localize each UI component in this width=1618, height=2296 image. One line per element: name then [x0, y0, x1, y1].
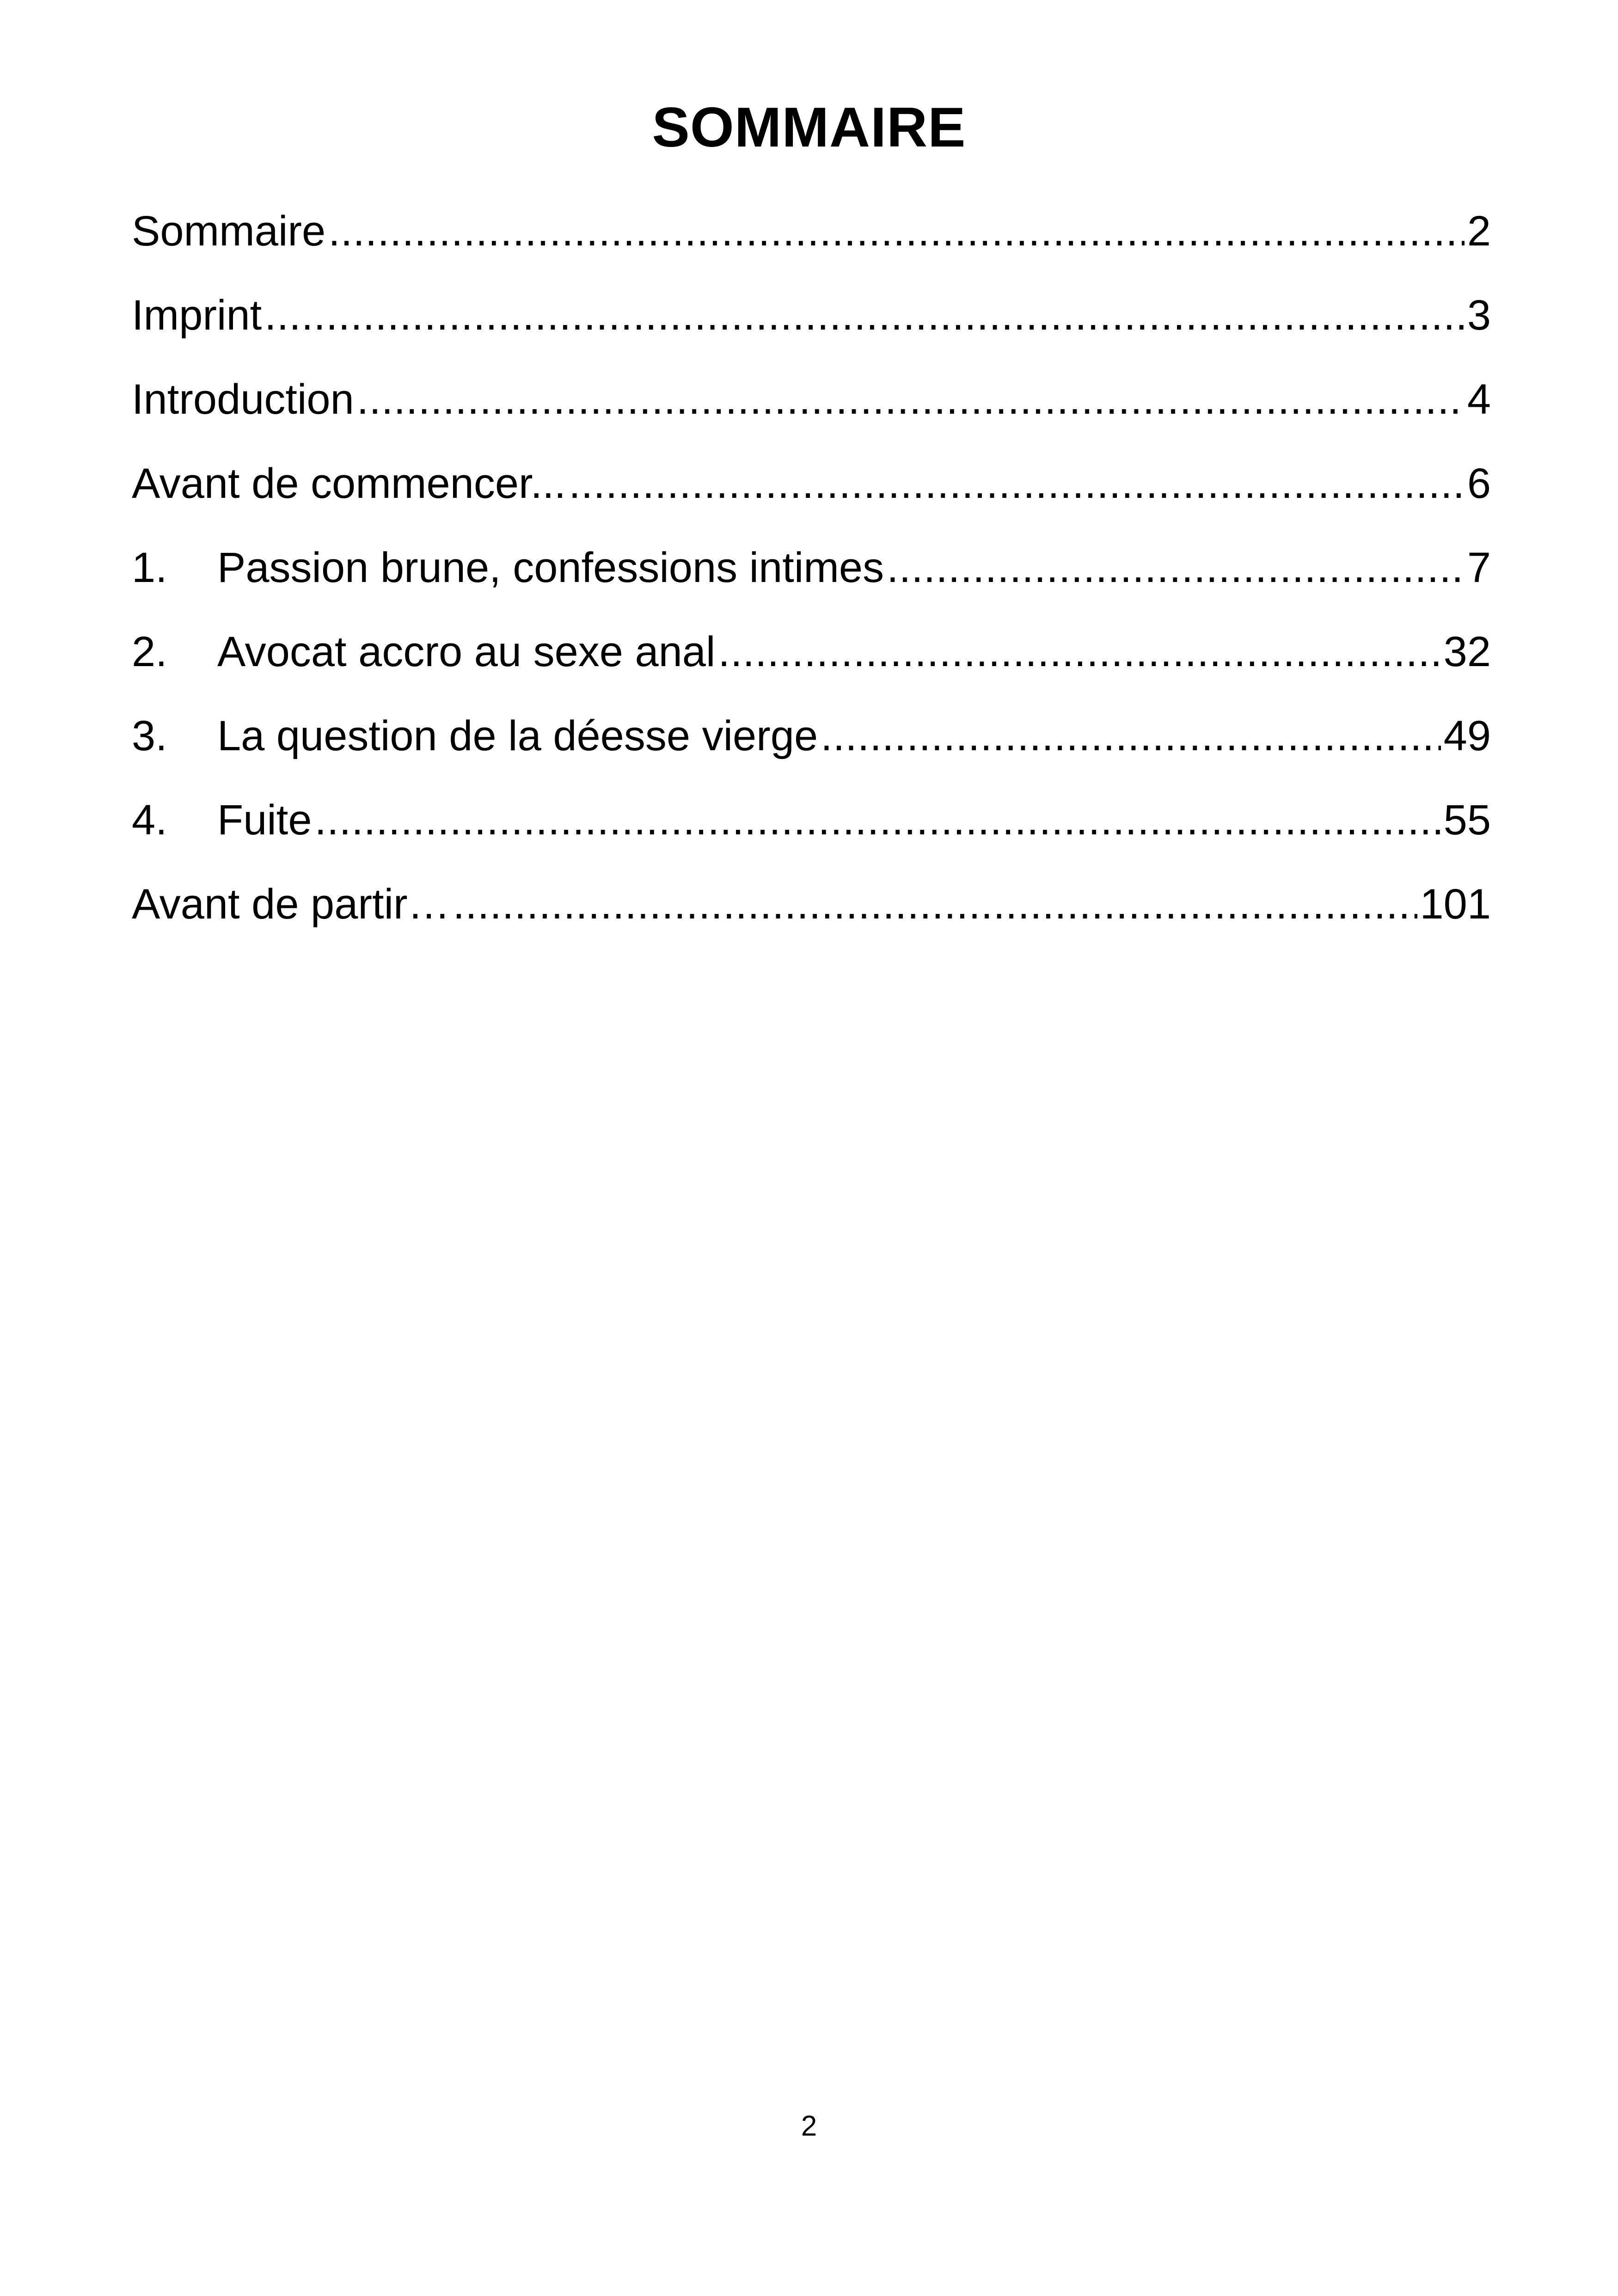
toc-entry-label: Avant de commencer...: [132, 447, 566, 520]
toc-entry-label: Avant de partir…: [132, 867, 450, 941]
toc-dot-leader: [718, 615, 1440, 689]
page-number: 2: [801, 2110, 817, 2142]
toc-entry-page: 101: [1420, 867, 1491, 941]
toc-entry-label: Fuite: [217, 783, 312, 857]
toc-entry-number: 1.: [132, 544, 167, 591]
toc-entry-page: 2: [1467, 194, 1491, 268]
toc-entry[interactable]: [132, 447, 1491, 531]
toc-entry-number: 4.: [132, 796, 167, 844]
toc-dot-leader: [453, 867, 1417, 941]
toc-dot-leader: [887, 531, 1465, 605]
toc-entry[interactable]: [132, 615, 1491, 699]
toc-entry[interactable]: [132, 783, 1491, 867]
page-title: SOMMAIRE: [652, 96, 966, 159]
toc-entry-page: 55: [1444, 783, 1491, 857]
toc-entry-label: Imprint: [132, 278, 262, 352]
toc-entry[interactable]: [132, 362, 1491, 447]
toc-entry-label: Introduction: [132, 362, 354, 436]
toc-entry-label: Passion brune, confessions intimes: [217, 531, 884, 605]
toc-entry[interactable]: [132, 867, 1491, 951]
toc-entry[interactable]: [132, 278, 1491, 362]
toc-entry-page: 6: [1467, 447, 1491, 520]
toc-entry-page: 32: [1444, 615, 1491, 689]
toc-entry-page: 4: [1467, 362, 1491, 436]
toc-entry-number: 2.: [132, 628, 167, 675]
toc-entry-page: 3: [1467, 278, 1491, 352]
toc-dot-leader: [821, 699, 1441, 773]
toc-entry-page: 49: [1444, 699, 1491, 773]
toc-entry-page: 7: [1467, 531, 1491, 605]
toc-entry-label: Avocat accro au sexe anal: [217, 615, 715, 689]
toc-dot-leader: [328, 194, 1465, 268]
toc-entry-number: 3.: [132, 712, 167, 759]
toc-entry[interactable]: [132, 699, 1491, 783]
toc-entry[interactable]: [132, 531, 1491, 615]
toc-dot-leader: [569, 447, 1465, 520]
toc-entry[interactable]: [132, 194, 1491, 278]
table-of-contents: [132, 194, 1491, 951]
toc-entry-label: La question de la déesse vierge: [217, 699, 818, 773]
toc-dot-leader: [357, 362, 1465, 436]
toc-dot-leader: [264, 278, 1465, 352]
toc-entry-label: Sommaire: [132, 194, 325, 268]
toc-dot-leader: [315, 783, 1441, 857]
